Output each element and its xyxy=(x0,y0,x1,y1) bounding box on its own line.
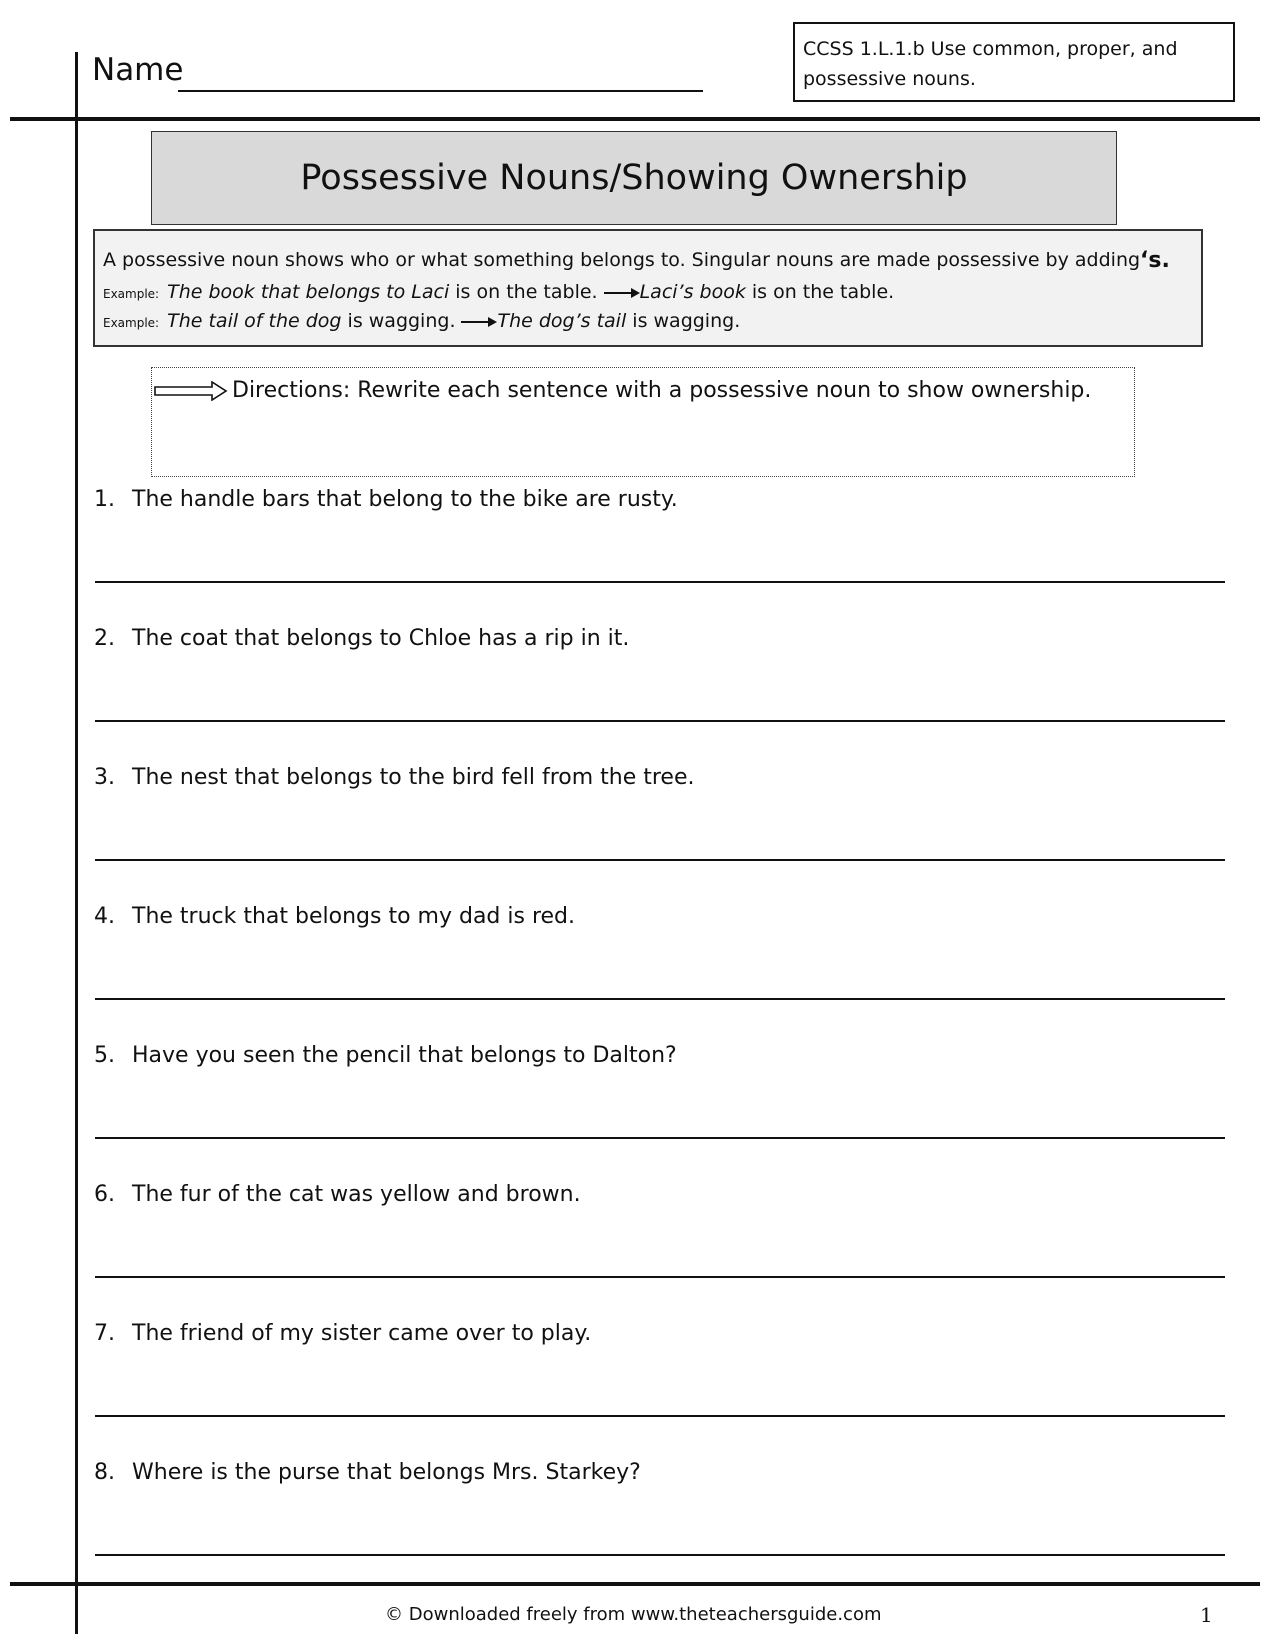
question-5 xyxy=(94,1043,677,1068)
question-number: 2. xyxy=(94,626,115,651)
standard-box: CCSS 1.L.1.b Use common, proper, and possessive nouns. xyxy=(793,22,1235,102)
arrow-icon xyxy=(461,321,495,323)
question-number: 7. xyxy=(94,1321,115,1346)
answer-line-1[interactable] xyxy=(95,581,1225,583)
question-text: Have you seen the pencil that belongs to Dalton? xyxy=(132,1043,677,1068)
question-text: The handle bars that belong to the bike are rusty. xyxy=(132,487,678,512)
question-text: The truck that belongs to my dad is red. xyxy=(132,904,576,929)
answer-line-3[interactable] xyxy=(95,859,1225,861)
example-rest: is wagging. xyxy=(341,310,456,332)
example-phrase: The tail of the dog xyxy=(167,310,342,332)
answer-line-2[interactable] xyxy=(95,720,1225,722)
rule-text: A possessive noun shows who or what something belongs to. Singular nouns are made possessive by adding xyxy=(103,249,1141,271)
question-3 xyxy=(94,765,694,790)
question-text: The coat that belongs to Chloe has a rip in it. xyxy=(132,626,630,651)
example-result-rest: is wagging. xyxy=(626,310,741,332)
possessive-suffix: ‘s. xyxy=(1140,248,1170,273)
question-number: 3. xyxy=(94,765,115,790)
question-number: 5. xyxy=(94,1043,115,1068)
question-text: Where is the purse that belongs Mrs. Starkey? xyxy=(132,1460,641,1485)
answer-line-5[interactable] xyxy=(95,1137,1225,1139)
question-number: 8. xyxy=(94,1460,115,1485)
example-result: Laci’s book xyxy=(639,281,746,303)
example-row xyxy=(103,310,740,332)
question-number: 6. xyxy=(94,1182,115,1207)
question-2 xyxy=(94,626,629,651)
example-label: Example: xyxy=(103,287,160,301)
example-label: Example: xyxy=(103,316,160,330)
footer-credit: © Downloaded freely from www.theteachersguide.com xyxy=(385,1604,882,1625)
name-field[interactable] xyxy=(178,90,703,92)
question-7 xyxy=(94,1321,591,1346)
question-1 xyxy=(94,487,678,512)
page-number: 1 xyxy=(1200,1603,1213,1627)
directions-box xyxy=(151,367,1135,477)
example-row xyxy=(103,281,894,303)
name-label: Name xyxy=(92,52,184,88)
answer-line-4[interactable] xyxy=(95,998,1225,1000)
question-number: 4. xyxy=(94,904,115,929)
answer-line-8[interactable] xyxy=(95,1554,1225,1556)
example-rest: is on the table. xyxy=(449,281,598,303)
question-text: The fur of the cat was yellow and brown. xyxy=(132,1182,581,1207)
footer-divider xyxy=(10,1582,1260,1586)
right-arrow-icon xyxy=(154,381,228,401)
header-divider xyxy=(10,117,1260,121)
example-result-rest: is on the table. xyxy=(745,281,895,303)
answer-line-7[interactable] xyxy=(95,1415,1225,1417)
worksheet-title: Possessive Nouns/Showing Ownership xyxy=(151,131,1117,225)
example-phrase: The book that belongs to Laci xyxy=(167,281,450,303)
question-4 xyxy=(94,904,575,929)
question-6 xyxy=(94,1182,581,1207)
question-8 xyxy=(94,1460,641,1485)
directions-text: Directions: Rewrite each sentence with a possessive noun to show ownership. xyxy=(232,378,1092,403)
question-number: 1. xyxy=(94,487,115,512)
margin-line xyxy=(75,52,78,1634)
rule-box xyxy=(93,229,1203,347)
question-text: The nest that belongs to the bird fell from the tree. xyxy=(132,765,695,790)
question-text: The friend of my sister came over to play. xyxy=(132,1321,592,1346)
answer-line-6[interactable] xyxy=(95,1276,1225,1278)
arrow-icon xyxy=(604,292,638,294)
example-result: The dog’s tail xyxy=(497,310,627,332)
